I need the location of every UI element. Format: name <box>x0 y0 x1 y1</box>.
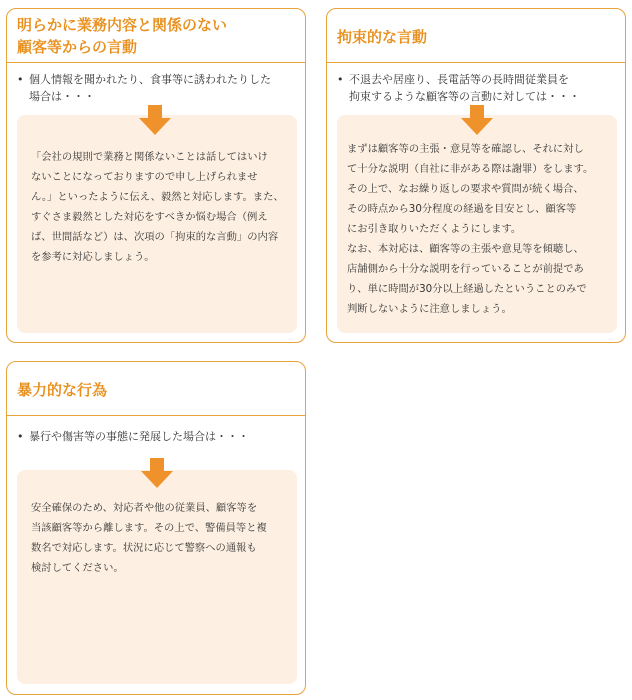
advice-line: 数名で対応します。状況に応じて警察への通報も <box>31 542 257 554</box>
advice-line: すぐさま毅然とした対応をすべきか悩む場合（例え <box>31 211 268 223</box>
down-arrow-icon <box>461 105 493 135</box>
bullet: • <box>17 73 24 86</box>
advice-line: なお、本対応は、顧客等の主張や意見等を傾聴し、 <box>347 243 584 255</box>
advice-line: り、単に時間が30分以上経過したということのみで <box>347 283 587 295</box>
condition-line: 暴行や傷害等の事態に発展した場合は・・・ <box>29 430 249 443</box>
card-restrictive-behavior <box>326 8 626 343</box>
card-title-line: 明らかに業務内容と関係のない <box>17 16 228 34</box>
advice-box <box>17 115 297 333</box>
card-violent-behavior <box>6 361 306 695</box>
advice-line: 検討してください。 <box>31 562 124 574</box>
card-title <box>327 26 437 48</box>
advice-box <box>337 115 617 333</box>
card-title-line: 顧客等からの言動 <box>17 38 138 56</box>
advice-box <box>17 470 297 684</box>
down-arrow-icon <box>141 458 173 488</box>
advice-line: 安全確保のため、対応者や他の従業員、顧客等を <box>31 502 258 514</box>
condition-text <box>17 71 302 105</box>
condition-line: 場合は・・・ <box>29 90 95 103</box>
title-divider <box>327 62 625 63</box>
bullet: • <box>337 73 344 86</box>
card-title-line: 拘束的な言動 <box>337 28 428 46</box>
advice-line: ん。」といったように伝え、毅然と対応します。また、 <box>31 191 284 203</box>
advice-line: 当該顧客等から離します。その上で、警備員等と複 <box>31 522 267 534</box>
title-divider <box>7 415 305 416</box>
advice-line: ないことになっておりますので申し上げられませ <box>31 171 258 183</box>
condition-line: 個人情報を聞かれたり、食事等に誘われたりした <box>29 73 271 86</box>
advice-line: て十分な説明（自社に非がある際は謝罪）をします。 <box>347 163 594 175</box>
advice-line: まずは顧客等の主張・意見等を確認し、それに対し <box>347 143 584 155</box>
title-divider <box>7 62 305 63</box>
advice-line: 店舗側から十分な説明を行っていることが前提であ <box>347 263 584 275</box>
advice-line: にお引き取りいただくようにします。 <box>347 223 522 235</box>
card-title-line: 暴力的な行為 <box>17 381 108 399</box>
down-arrow-icon <box>139 105 171 135</box>
condition-text <box>17 428 302 445</box>
card-title <box>7 379 117 401</box>
advice-line: ば、世間話など）は、次項の「拘束的な言動」の内容 <box>31 231 279 243</box>
advice-line: その時点から30分程度の経過を目安とし、顧客等 <box>347 203 577 215</box>
advice-line: 「会社の規則で業務と関係ないことは話してはいけ <box>31 151 268 163</box>
advice-line: 判断しないように注意しましょう。 <box>347 303 512 315</box>
advice-line: を参考に対応しましょう。 <box>31 251 155 263</box>
advice-line: その上で、なお繰り返しの要求や質問が続く場合、 <box>347 183 584 195</box>
bullet: • <box>17 430 24 443</box>
condition-line: 不退去や居座り、長電話等の長時間従業員を <box>349 73 569 86</box>
condition-line: 拘束するような顧客等の言動に対しては・・・ <box>349 90 580 103</box>
condition-text <box>337 71 622 105</box>
card-unrelated-inquiries <box>6 8 306 343</box>
card-title <box>7 14 237 58</box>
